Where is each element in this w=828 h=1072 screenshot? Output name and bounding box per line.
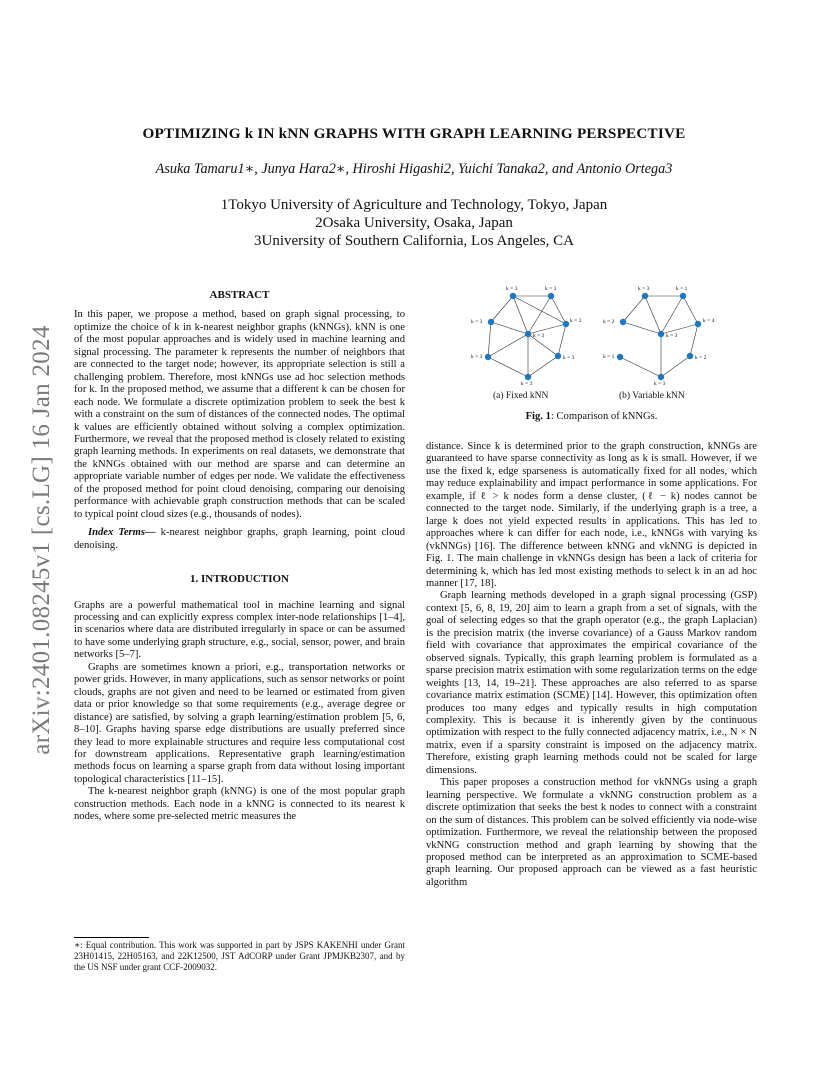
node-k-label: k = 3 (654, 381, 666, 387)
right-paragraph-3: This paper proposes a construction method for vkNNGs using a graph learning perspective. We formulate a vkNNG construction problem as a discrete optimization that seeks the best k nodes to connect with a constraint on the sum of distances. This problem can be solved efficiently via node-wise optimization. Furthermore, we reveal the relationship between the proposed vkNNG construction method and graph learning by showing that the proposed method can be interpreted as an approximation to SCME-based graph learning. Our proposed approach can be viewed as a fast heuristic algorithm (426, 777, 757, 888)
graph-node (695, 321, 701, 327)
graph-node (510, 293, 516, 299)
node-k-label: k = 4 (703, 318, 715, 324)
figure-caption (426, 411, 757, 422)
intro-paragraph-1: Graphs are a powerful mathematical tool in machine learning and signal processing and can explicitly express complex inter-node relationships [1–4], in scenarios where data are distributed irregularly in space or can be assumed to have some underlying graph structure, e.g., social, sensor, power, and brain networks [5–7]. (74, 599, 405, 661)
knn-graphs-diagram (463, 284, 733, 389)
graph-node (525, 374, 531, 380)
index-terms-label: Index Terms— (88, 527, 156, 539)
node-k-label: k = 2 (695, 355, 707, 361)
node-k-label: k = 3 (545, 286, 557, 292)
right-paragraph-2: Graph learning methods developed in a graph signal processing (GSP) context [5, 6, 8, 19, 20] aim to learn a graph from a set of signals, with the goal of selecting edges so that the graph operator (e.g., the graph Laplacian) is the precision matrix (the inverse covariance) of a Gauss Markov random field with covariance that approximates the empirical covariance of the observed signals. Typically, this graph learning problem is formulated as a sparse precision matrix estimation with some regularization terms on the edge weights [13, 14, 19–21]. These approaches are also referred to as sparse covariance matrix estimation (SCME) [14]. However, this optimization often produces too many edges and typically results in high computation complexity. This is because it is inherently given by the continuous optimization with respect to the fully connected adjacency matrix, i.e., N × N matrix, even if a sparsity constraint is imposed on the adjacency matrix. Therefore, existing graph learning methods could not be scaled for large dimensions. (426, 590, 757, 776)
graph-node (658, 374, 664, 380)
graph-node (620, 319, 626, 325)
node-k-label: k = 3 (521, 381, 533, 387)
node-k-label: k = 1 (603, 354, 615, 360)
graph-node (680, 293, 686, 299)
footnote-rule (74, 937, 149, 938)
intro-paragraph-2: Graphs are sometimes known a priori, e.g., transportation networks or power grids. However, in many applications, such as sensor networks or point clouds, graphs are not given and need to be learned or estimated from given data or prior knowledge so that some requirements (e.g., average degree or distance) are satisfied, by solving a graph learning/estimation problem [5, 6, 8–10]. Graphs having sparse edge distributions are usually preferred since they lead to more explainable structures and require less computational cost for downstream applications. Representative graph learning/estimation methods focus on learning a sparse graph from data without losing important topological characteristics [11–15]. (74, 661, 405, 785)
intro-paragraph-3: The k-nearest neighbor graph (kNNG) is one of the most popular graph construction methods. Each node in a kNNG is connected to its nearest k nodes, where some pre-selected metric measures the (74, 786, 405, 823)
intro-heading: 1. INTRODUCTION (189, 573, 289, 586)
paper-title: OPTIMIZING k IN kNN GRAPHS WITH GRAPH LEARNING PERSPECTIVE (142, 125, 686, 142)
graph-node (485, 354, 491, 360)
subcaption-a: (a) Fixed kNN (493, 391, 549, 401)
graph-node (488, 319, 494, 325)
graph-b-edges (620, 296, 698, 377)
left-column (74, 289, 405, 824)
arxiv-identifier (22, 290, 62, 790)
affiliation-1: 1Tokyo University of Agriculture and Technology, Tokyo, Japan (220, 197, 608, 213)
node-k-label: k = 2 (603, 319, 615, 325)
graph-node (658, 331, 664, 337)
authors: Asuka Tamaru1∗, Junya Hara2∗, Hiroshi Higashi2, Yuichi Tanaka2, and Antonio Ortega3 (155, 161, 673, 177)
graph-node (687, 353, 693, 359)
node-k-label: k = 3 (563, 355, 575, 361)
node-k-label: k = 3 (570, 318, 582, 324)
graph-node (563, 321, 569, 327)
subcaption-b: (b) Variable kNN (619, 391, 685, 401)
index-terms-text: k-nearest neighbor graphs, graph learning, point cloud denoising. (74, 527, 405, 551)
figure-caption-label: Fig. 1 (525, 411, 551, 422)
abstract-heading: ABSTRACT (209, 289, 270, 301)
affiliation-3: 3University of Southern California, Los Angeles, CA (254, 232, 574, 249)
abstract-text: In this paper, we propose a method, based on graph signal processing, to optimize the choice of k in k-nearest neighbor graphs (kNNGs). kNN is one of the most popular approaches and is widely used in machine learning and signal processing. The parameter k represents the number of neighbors that are connected to the target node; however, its appropriate selection is still a challenging problem. Therefore, most kNNGs use ad hoc selection methods for k. In the proposed method, we assume that a different k can be chosen for each node. We formulate a discrete optimization problem to seek the best k with a constraint on the sum of distances of the connected nodes. The optimal k values are efficiently obtained without solving a complex optimization. Furthermore, we reveal that the proposed method is closely related to existing graph learning methods. In experiments on real datasets, we demonstrate that the kNNGs obtained with our method are sparse and can determine an appropriate variable number of edges per node. We validate the effectiveness of the proposed method for point cloud denoising, comparing our denoising performance with achievable graph construction methods that can be scaled to typical point cloud sizes (e.g., thousands of nodes). (74, 309, 405, 520)
node-k-label: k = 3 (471, 319, 483, 325)
figure-1 (463, 284, 733, 429)
index-terms (74, 527, 405, 552)
node-k-label: k = 3 (638, 286, 650, 292)
figure-caption-text: : Comparison of kNNGs. (550, 411, 658, 422)
affiliations (0, 197, 828, 250)
graph-node (617, 354, 623, 360)
node-k-label: k = 3 (533, 333, 545, 339)
node-k-label: k = 3 (471, 354, 483, 360)
right-column (426, 441, 757, 889)
graph-node (525, 331, 531, 337)
node-k-label: k = 3 (666, 333, 678, 339)
graph-b-labels (603, 286, 715, 387)
graph-node (642, 293, 648, 299)
node-k-label: k = 1 (676, 286, 688, 292)
graph-node (555, 353, 561, 359)
footnote: ∗: Equal contribution. This work was supported in part by JSPS KAKENHI under Grant 23H01415, 22H05163, and 22K12500, JST AdCORP under Grant JPMJKB2307, and by the US NSF under grant CCF-2009032. (74, 940, 405, 972)
right-paragraph-1: distance. Since k is determined prior to the graph construction, kNNGs are guaranteed to have sparse connectivity as long as k is small. However, if we use the fixed k, edge sparseness is automatically fixed for all nodes, which may reduce explainability and impact performance in some applications. For example, if ℓ > k nodes form a dense cluster, (ℓ − k) nodes cannot be connected to the target node. Similarly, if the underlying graph is a tree, a large k does not yield expected results in applications. This has led to approaches where k can differ for each node, i.e., kNNGs with varying ks (vkNNGs) [16]. The difference between kNNG and vkNNG is depicted in Fig. 1. The main challenge in vkNNGs design has been a lack of criteria for determining k, which has led most existing methods to select k in an ad hoc manner [17, 18]. (426, 441, 757, 589)
affiliation-2: 2Osaka University, Osaka, Japan (315, 214, 513, 231)
graph-node (548, 293, 554, 299)
node-k-label: k = 3 (506, 286, 518, 292)
arxiv-id-text: arXiv:2401.08245v1 [cs.LG] 16 Jan 2024 (28, 325, 55, 755)
